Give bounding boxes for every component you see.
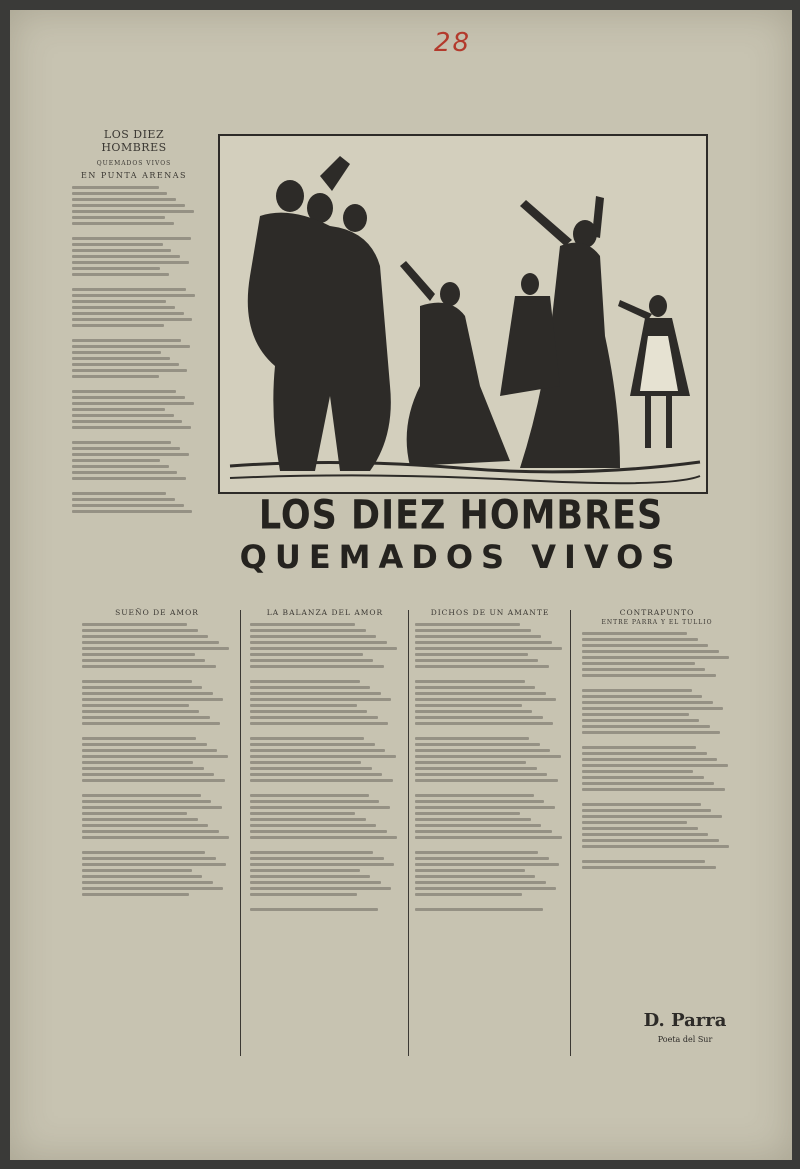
text-line [415,653,528,656]
text-line [82,629,198,632]
text-line [415,659,538,662]
text-line [582,680,732,686]
text-line [72,300,166,303]
text-line [250,623,355,626]
text-line [250,659,373,662]
text-line [582,638,698,641]
text-line [250,653,363,656]
text-line [250,761,361,764]
text-line [582,707,723,710]
text-line [415,680,525,683]
text-line [72,375,159,378]
text-line [82,875,202,878]
text-line [415,818,531,821]
text-line [250,743,375,746]
text-line [582,788,725,791]
text-line [82,893,189,896]
text-line [72,351,161,354]
text-line [582,719,699,722]
text-line [72,261,189,264]
text-line [82,647,229,650]
text-line [415,743,540,746]
text-line [72,279,196,285]
text-line [72,381,196,387]
text-line [250,842,400,848]
text-line [72,228,196,234]
text-line [250,722,388,725]
text-line [582,674,716,677]
text-line [82,641,219,644]
text-line [582,860,705,863]
text-line [415,773,547,776]
text-line [582,794,732,800]
text-line [415,851,538,854]
text-line [582,746,696,749]
text-line [82,824,208,827]
text-line [82,692,213,695]
text-line [415,737,529,740]
text-line [415,857,549,860]
text-line [582,833,708,836]
text-line [82,800,211,803]
text-line [415,722,553,725]
text-line [582,632,687,635]
column-rule [408,610,409,1056]
text-line [582,851,732,857]
text-line [582,845,729,848]
text-line [250,818,366,821]
text-line [72,222,174,225]
text-line [72,267,160,270]
text-line [72,369,187,372]
text-line [72,306,175,309]
text-line [250,728,400,734]
text-line [415,755,561,758]
text-line [82,737,196,740]
text-line [415,875,535,878]
text-line [72,324,164,327]
text-line [72,288,186,291]
text-line [72,471,177,474]
text-line [82,785,232,791]
text-line [250,851,373,854]
text-line [250,893,357,896]
poem-text [582,632,732,869]
text-line [250,665,384,668]
text-line [82,623,187,626]
text-line [72,357,170,360]
text-line [82,761,193,764]
text-line [415,671,565,677]
side-column-subtitle: QUEMADOS VIVOS [96,160,172,167]
text-line [72,453,189,456]
text-line [582,827,698,830]
text-line [82,743,207,746]
woodcut-illustration [218,134,708,494]
text-line [250,698,391,701]
text-line [72,420,182,423]
text-line [250,686,370,689]
text-line [250,647,397,650]
text-line [582,731,720,734]
text-line [415,863,559,866]
text-line [582,695,702,698]
text-line [250,887,391,890]
text-line [250,875,370,878]
text-line [582,782,714,785]
side-column-text [72,186,196,513]
text-line [72,186,159,189]
text-line [415,887,556,890]
text-line [72,330,196,336]
text-line [415,812,520,815]
text-line [82,836,229,839]
text-line [250,641,387,644]
poem-title: SUEÑO DE AMOR [115,608,199,617]
text-line [82,728,232,734]
text-line [250,704,357,707]
text-line [582,866,716,869]
text-line [82,671,232,677]
text-line [415,761,526,764]
poem-title: DICHOS DE UN AMANTE [430,608,550,617]
poem-column-4 [582,608,732,872]
text-line [82,749,217,752]
text-line [582,689,692,692]
text-line [72,318,192,321]
text-line [250,716,378,719]
text-line [82,665,216,668]
text-line [582,770,693,773]
text-line [82,635,208,638]
text-line [415,767,537,770]
text-line [72,414,174,417]
text-line [582,656,729,659]
text-line [415,698,556,701]
text-line [582,650,719,653]
text-line [82,704,189,707]
text-line [415,794,534,797]
author-name: D. Parra [643,1010,727,1031]
text-line [415,830,552,833]
text-line [250,755,396,758]
text-line [415,623,520,626]
text-line [415,686,535,689]
text-line [582,725,710,728]
text-line [415,899,565,905]
text-line [582,803,701,806]
text-line [72,396,185,399]
text-line [582,662,695,665]
poem-text [415,623,565,911]
text-line [82,779,225,782]
text-line [82,818,198,821]
text-line [72,408,165,411]
text-line [82,773,214,776]
text-line [250,836,397,839]
page-number: 28 [434,28,472,58]
text-line [250,794,369,797]
text-line [415,710,532,713]
poem-column-1 [82,608,232,899]
text-line [82,722,220,725]
text-line [415,869,525,872]
text-line [82,863,226,866]
text-line [415,824,541,827]
column-rule [570,610,571,1056]
text-line [72,204,185,207]
text-line [82,716,210,719]
text-line [582,809,711,812]
text-line [250,857,384,860]
text-line [250,680,360,683]
text-line [250,830,387,833]
author-role: Poeta del Sur [657,1035,713,1044]
text-line [415,881,546,884]
text-line [82,680,192,683]
text-line [250,785,400,791]
text-line [415,785,565,791]
text-line [72,294,195,297]
poem-text [82,623,232,896]
text-line [250,710,367,713]
text-line [415,647,562,650]
text-line [82,887,223,890]
text-line [582,713,689,716]
text-line [72,192,167,195]
text-line [582,737,732,743]
text-line [72,510,192,513]
poem-title: LA BALANZA DEL AMOR [266,608,384,617]
text-line [415,806,555,809]
broadside-sheet [10,10,792,1160]
text-line [582,815,722,818]
text-line [582,764,728,767]
text-line [415,728,565,734]
text-line [72,459,160,462]
text-line [82,830,219,833]
text-line [415,629,531,632]
text-line [82,659,205,662]
text-line [72,363,179,366]
text-line [250,869,360,872]
side-column-title: LOS DIEZ HOMBRES [101,128,167,154]
text-line [582,821,687,824]
text-line [82,686,202,689]
text-line [82,755,228,758]
text-line [415,800,544,803]
text-line [415,836,562,839]
text-line [72,426,191,429]
text-line [250,635,376,638]
text-line [415,842,565,848]
text-line [415,704,522,707]
headline-line-2: QUEMADOS VIVOS [239,538,683,576]
text-line [72,345,190,348]
woodcut-figures-image [220,136,706,492]
text-line [72,273,169,276]
text-line [415,692,546,695]
signature [610,1010,760,1044]
text-line [72,483,196,489]
text-line [582,752,707,755]
text-line [415,779,558,782]
text-line [72,504,184,507]
text-line [415,641,552,644]
text-line [72,492,166,495]
text-line [415,716,543,719]
text-line [415,908,543,911]
text-line [72,210,194,213]
text-line [82,812,187,815]
text-line [415,749,550,752]
headline [218,493,704,576]
text-line [250,899,400,905]
poem-column-2 [250,608,400,914]
text-line [582,758,717,761]
text-line [82,653,195,656]
text-line [72,447,180,450]
text-line [82,851,205,854]
text-line [250,779,393,782]
text-line [72,402,194,405]
text-line [72,216,165,219]
column-rule [240,610,241,1056]
poem-title: CONTRAPUNTO [619,608,695,617]
text-line [582,776,704,779]
text-line [72,255,180,258]
text-line [82,881,213,884]
text-line [582,668,705,671]
text-line [72,465,169,468]
text-line [82,857,216,860]
text-line [250,692,381,695]
text-line [250,806,390,809]
text-line [72,477,186,480]
text-line [250,773,382,776]
text-line [415,893,522,896]
text-line [72,243,163,246]
text-line [82,710,199,713]
text-line [250,749,385,752]
text-line [250,824,376,827]
text-line [82,767,204,770]
text-line [72,390,176,393]
text-line [72,312,184,315]
text-line [415,665,549,668]
text-line [72,498,175,501]
text-line [82,842,232,848]
text-line [250,881,381,884]
text-line [582,701,713,704]
side-column-place: EN PUNTA ARENAS [81,171,187,180]
text-line [72,432,196,438]
text-line [250,629,366,632]
text-line [72,249,171,252]
text-line [250,767,372,770]
text-line [250,671,400,677]
poem-text [250,623,400,911]
text-line [250,863,394,866]
poem-subtitle: ENTRE PARRA Y EL TULLIO [601,619,713,626]
text-line [250,737,364,740]
poem-column-3 [415,608,565,914]
text-line [82,698,223,701]
text-line [82,794,201,797]
text-line [72,441,171,444]
text-line [415,635,541,638]
text-line [82,869,192,872]
text-line [82,806,222,809]
text-line [72,339,181,342]
text-line [582,839,719,842]
text-line [250,908,378,911]
text-line [72,198,176,201]
side-column [72,128,196,516]
text-line [72,237,191,240]
text-line [250,800,379,803]
text-line [250,812,355,815]
headline-line-1: LOS DIEZ HOMBRES [258,493,664,539]
text-line [582,644,708,647]
